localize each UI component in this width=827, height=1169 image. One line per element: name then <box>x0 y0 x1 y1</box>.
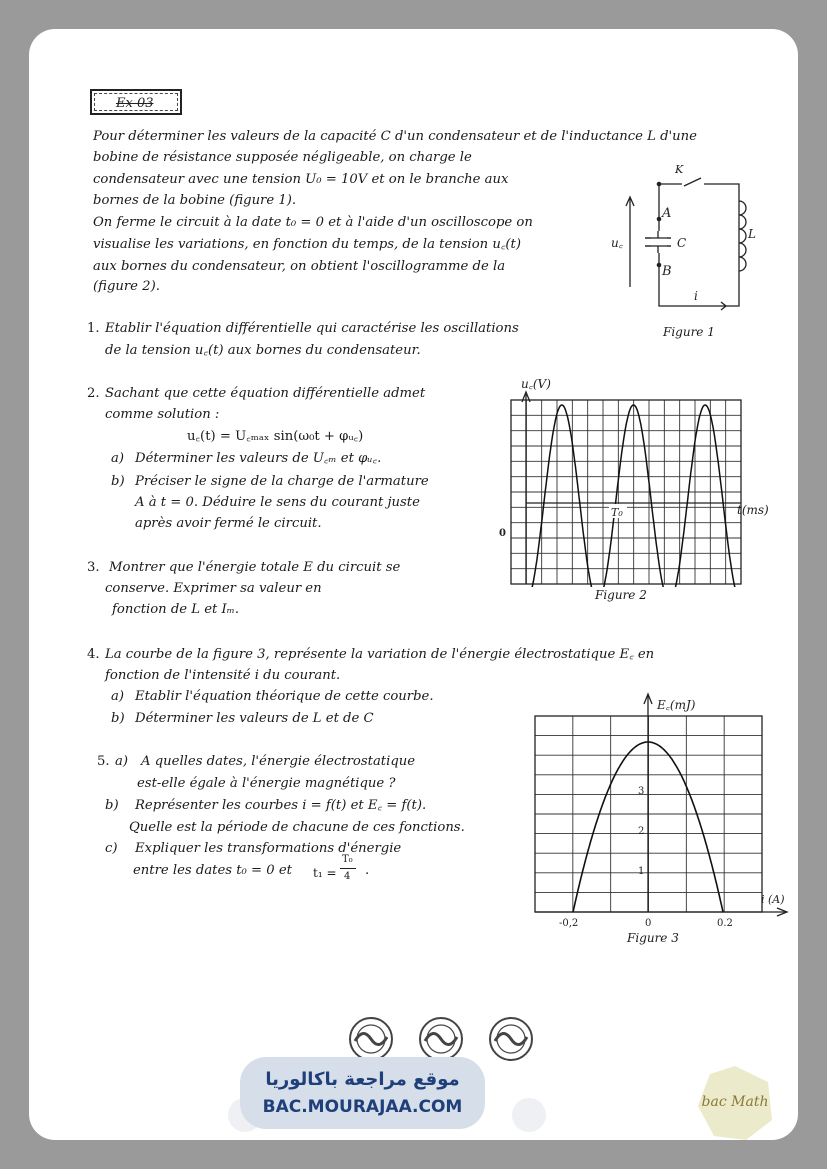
q5-a-line-2: est-elle égale à l'énergie magnétique ? <box>137 776 396 791</box>
q4-a-text: Etablir l'équation théorique de cette courbe. <box>135 689 434 704</box>
q1-line-1: Etablir l'équation différentielle qui caractérise les oscillations <box>105 321 519 336</box>
fig2-t0-label: T₀ <box>611 506 623 519</box>
q2-equation: u꜀(t) = U꜀ₘₐₓ sin(ω₀t + φᵤ꜀) <box>187 429 364 444</box>
intro-line-6: visualise les variations, en fonction du temps, de la tension u꜀(t) <box>93 237 521 252</box>
intro-line-4: bornes de la bobine (figure 1). <box>93 193 297 208</box>
q2-line-2: comme solution : <box>105 407 220 422</box>
fig1-label-c: C <box>677 236 687 250</box>
fig3-ylabel: E꜀(mJ) <box>657 698 696 712</box>
q2-b-line-1: Préciser le signe de la charge de l'armature <box>135 474 429 489</box>
fig1-label-uc: u꜀ <box>611 236 623 250</box>
q3-line-3: fonction de L et Iₘ. <box>112 602 240 617</box>
q3-line-2: conserve. Exprimer sa valeur en <box>105 581 322 596</box>
intro-line-3: condensateur avec une tension U₀ = 10V et on le branche aux <box>93 172 509 187</box>
fig3-ytick-3: 3 <box>638 786 645 797</box>
fig3-xtick-pos: 0.2 <box>717 918 733 929</box>
q5-b-line-1: Représenter les courbes i = f(t) et E꜀ = f(t). <box>135 798 427 813</box>
fig3-xtick-zero: 0 <box>645 918 652 929</box>
fig1-label-k: K <box>675 163 684 176</box>
q1-number: 1. <box>87 321 100 336</box>
q5-c-line-2: entre les dates t₀ = 0 et <box>133 863 292 878</box>
q5-t1: t₁ = <box>313 866 337 880</box>
footer-right-logo <box>512 1098 546 1132</box>
fig3-xtick-neg: -0,2 <box>559 918 579 929</box>
fig3-ytick-1: 1 <box>638 866 645 877</box>
q4-b-text: Déterminer les valeurs de L et de C <box>135 711 374 726</box>
figure1-caption: Figure 1 <box>663 325 715 339</box>
q3-line-1: Montrer que l'énergie totale E du circuit se <box>109 560 401 575</box>
fig2-ylabel: u꜀(V) <box>521 377 551 391</box>
q1-line-2: de la tension u꜀(t) aux bornes du condensateur. <box>105 343 421 358</box>
q5-b-line-2: Quelle est la période de chacune de ces fonctions. <box>129 820 465 835</box>
q2-a-label: a) <box>111 451 125 466</box>
q4-a-label: a) <box>111 689 125 704</box>
q4-number: 4. <box>87 647 100 662</box>
figure2-caption: Figure 2 <box>595 588 647 602</box>
fig3-xlabel: i (A) <box>761 893 785 906</box>
q4-line-2: fonction de l'intensité i du courant. <box>105 668 341 683</box>
q5-a-label: a) <box>115 754 129 769</box>
q5-b-label: b) <box>105 798 119 813</box>
footer-site-badge[interactable] <box>240 1057 485 1129</box>
q4-b-label: b) <box>111 711 125 726</box>
q5-end: . <box>365 863 370 878</box>
intro-line-7: aux bornes du condensateur, on obtient l'oscillogramme de la <box>93 259 506 274</box>
fig1-label-b: B <box>662 264 672 279</box>
fig2-xlabel: t(ms) <box>737 503 769 517</box>
figure1-circuit <box>607 159 757 344</box>
q5-c-line-1: Expliquer les transformations d'énergie <box>135 841 402 856</box>
bacmath-logo-text: bac Math <box>701 1094 769 1110</box>
q5-frac-den: 4 <box>344 871 351 882</box>
fig1-label-i: i <box>694 289 698 303</box>
q2-b-line-3: après avoir fermé le circuit. <box>135 516 322 531</box>
figure3-caption: Figure 3 <box>627 931 679 945</box>
fig1-label-l: L <box>748 227 756 241</box>
intro-line-1: Pour déterminer les valeurs de la capacité C d'un condensateur et de l'inductance L d'une <box>93 129 697 144</box>
footer-arabic-title: موقع مراجعة باكالوريا <box>265 1069 460 1090</box>
q5-c-label: c) <box>105 841 118 856</box>
q3-number: 3. <box>87 560 100 575</box>
footer-url[interactable]: BAC.MOURAJAA.COM <box>262 1097 463 1117</box>
q5-frac-num: T₀ <box>342 854 353 865</box>
q5-frac-bar <box>340 868 356 869</box>
intro-line-8: (figure 2). <box>93 279 160 294</box>
intro-line-5: On ferme le circuit à la date t₀ = 0 et à l'aide d'un oscilloscope on <box>93 215 533 230</box>
figure3-energy-chart <box>507 689 792 931</box>
q2-number: 2. <box>87 386 100 401</box>
intro-line-2: bobine de résistance supposée négligeable, on charge le <box>93 150 472 165</box>
q2-line-1: Sachant que cette équation différentielle admet <box>105 386 426 401</box>
q2-b-label: b) <box>111 474 125 489</box>
q5-a-line-1: A quelles dates, l'énergie électrostatique <box>141 754 416 769</box>
q2-a-text: Déterminer les valeurs de U꜀ₘ et φᵤ꜀. <box>135 451 382 466</box>
exercise-label: Ex 03 <box>116 96 154 111</box>
q2-b-line-2: A à t = 0. Déduire le sens du courant juste <box>135 495 420 510</box>
exercise-label-box <box>90 89 182 115</box>
q4-line-1: La courbe de la figure 3, représente la variation de l'énergie électrostatique E꜀ en <box>105 647 655 662</box>
worksheet-page <box>29 29 798 1140</box>
fig1-label-a: A <box>662 206 672 221</box>
fig2-zero-label: 0 <box>499 528 506 539</box>
figure2-oscillogram <box>491 372 791 587</box>
fig3-ytick-2: 2 <box>638 826 645 837</box>
q5-number: 5. <box>97 754 110 769</box>
